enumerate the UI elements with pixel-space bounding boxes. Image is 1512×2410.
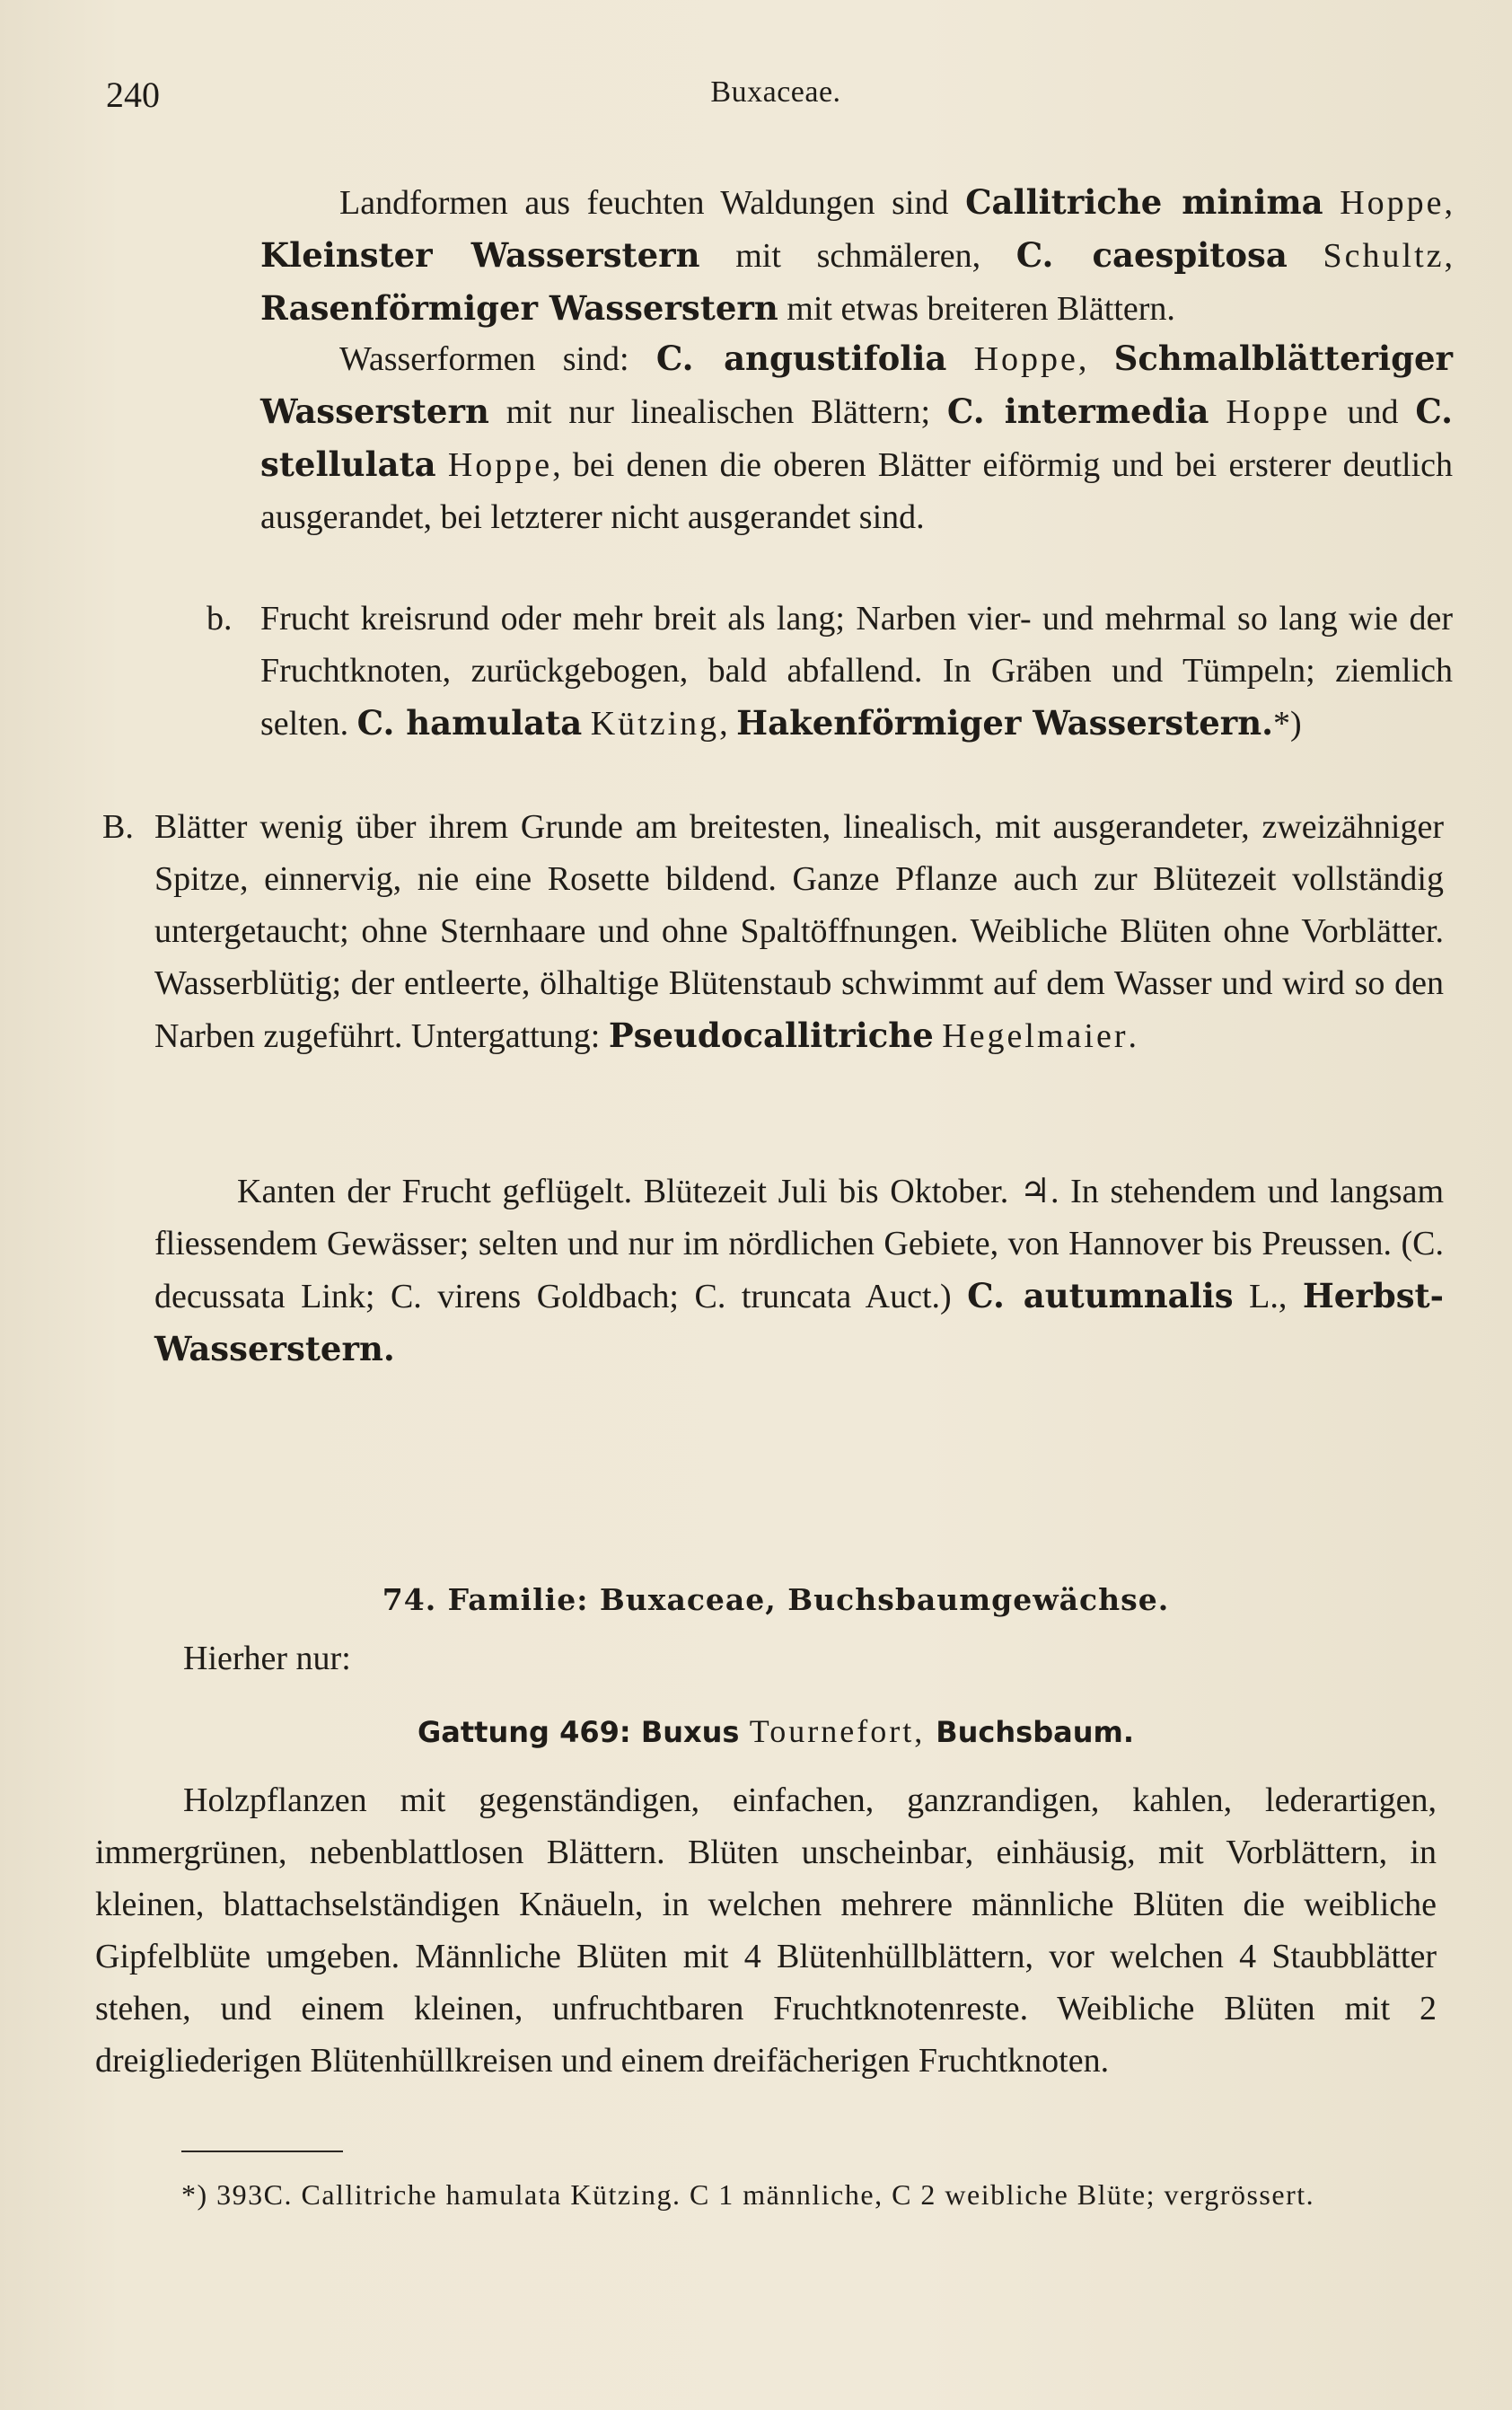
author-name: Hoppe [1226, 393, 1331, 431]
footnote: *) 393C. Callitriche hamulata Kützing. C 1 männliche, C 2 weibliche Blüte; vergrössert. [181, 2178, 1315, 2211]
species-name: C. stellulata [260, 391, 1454, 484]
author-name: Hegelmaier [942, 1017, 1129, 1055]
running-head [106, 74, 1446, 120]
subgenus-name: Pseudocallitriche [608, 1016, 934, 1055]
species-name: C. caespitosa [1015, 235, 1288, 275]
paragraph-autumnalis: Kanten der Frucht geflügelt. Blütezeit Juli bis Oktober. ♃. In stehendem und langsam fliessendem Gewässer; selten und nur im nördlichen Gebiete, von Hannover bis Preussen. (C. decussata Link; C. virens Goldbach; C. truncata Auct.) C. autumnalis L., Herbst-Wasserstern. [154, 1173, 1444, 1368]
species-name: C. autumnalis [967, 1276, 1234, 1315]
common-name: Herbst-Wasserstern. [154, 1276, 1444, 1368]
species-name: C. angustifolia [655, 339, 947, 378]
paragraph-buxus: Holzpflanzen mit gegenständigen, einfachen, ganzrandigen, kahlen, lederartigen, immergrünen, nebenblattlosen Blättern. Blüten unscheinbar, einhäusig, mit Vorblättern, in kleinen, blattachselständigen Knäueln, in welchen mehrere männliche Blüten die weibliche Gipfelblüte umgeben. Männliche Blüten mit 4 Blütenhüllblättern, vor welchen 4 Staubblätter stehen, und einem kleinen, unfruchtbaren Fruchtknotenreste. Weibliche Blüten mit 2 dreigliederigen Blütenhüllkreisen und einem dreifächerigen Fruchtknoten. [95, 1781, 1437, 2080]
common-name: Schmalblätteriger Wasserstern [260, 339, 1454, 431]
common-name: Hakenförmiger Wasserstern. [736, 703, 1274, 743]
item-b-text: Frucht kreisrund oder mehr breit als lang; Narben vier- und mehrmal so lang wie der Fruchtknoten, zurückgebogen, bald abfallend. In Gräben und Tümpeln; ziemlich selten. C. hamulata Kützing, Hakenförmiger Wasserstern.*) [260, 600, 1453, 743]
running-title: Buxaceae. [710, 75, 841, 109]
author-name: Hoppe [447, 446, 553, 484]
paragraph-landforms: Landformen aus feuchten Waldungen sind Callitriche minima Hoppe, Kleinster Wasserstern mit schmäleren, C. caespitosa Schultz, Rasenförmiger Wasserstern mit etwas breiteren Blättern. [260, 182, 1454, 328]
genus-name: Gattung 469: Buxus [418, 1715, 740, 1749]
author-name: Schultz [1323, 237, 1445, 275]
page-number: 240 [106, 75, 160, 115]
species-name: C. hamulata [356, 703, 583, 743]
item-B-text: Blätter wenig über ihrem Grunde am breitesten, linealisch, mit ausgerandeter, zweizähniger Spitze, einnervig, nie eine Rosette bildend. Ganze Pflanze auch zur Blütezeit vollständig untergetaucht; ohne Sternhaare und ohne Spaltöffnungen. Weibliche Blüten ohne Vorblätter. Wasserblütig; der entleerte, ölhaltige Blütenstaub schwimmt auf dem Wasser und wird so den Narben zugeführt. Untergattung: Pseudocallitriche Hegelmaier. [154, 808, 1444, 1055]
author-name: Hoppe [1340, 184, 1445, 222]
species-name: Callitriche minima [965, 182, 1323, 222]
item-label-b: b. [207, 600, 233, 638]
family-intro: Hierher nur: [183, 1640, 351, 1677]
author-name: Hoppe [973, 340, 1078, 378]
footnote-rule [181, 2151, 343, 2152]
family-heading: 74. Familie: Buxaceae, Buchsbaumgewächse. [382, 1582, 1170, 1617]
paragraph-waterforms: Wasserformen sind: C. angustifolia Hoppe, Schmalblätteriger Wasserstern mit nur linealischen Blättern; C. intermedia Hoppe und C. stellulata Hoppe, bei denen die oberen Blätter eiförmig und bei ersterer deutlich ausgerandet, bei letzterer nicht ausgerandet sind. [260, 339, 1454, 536]
common-name: Buchsbaum. [936, 1715, 1134, 1749]
common-name: Kleinster Wasserstern [260, 235, 700, 275]
genus-heading [106, 1712, 1446, 1750]
author-name: Tournefort, [739, 1713, 936, 1749]
item-label-B: B. [102, 808, 134, 846]
common-name: Rasenförmiger Wasserstern [260, 288, 778, 328]
author-name: Kützing [590, 705, 720, 743]
species-name: C. intermedia [946, 391, 1209, 431]
